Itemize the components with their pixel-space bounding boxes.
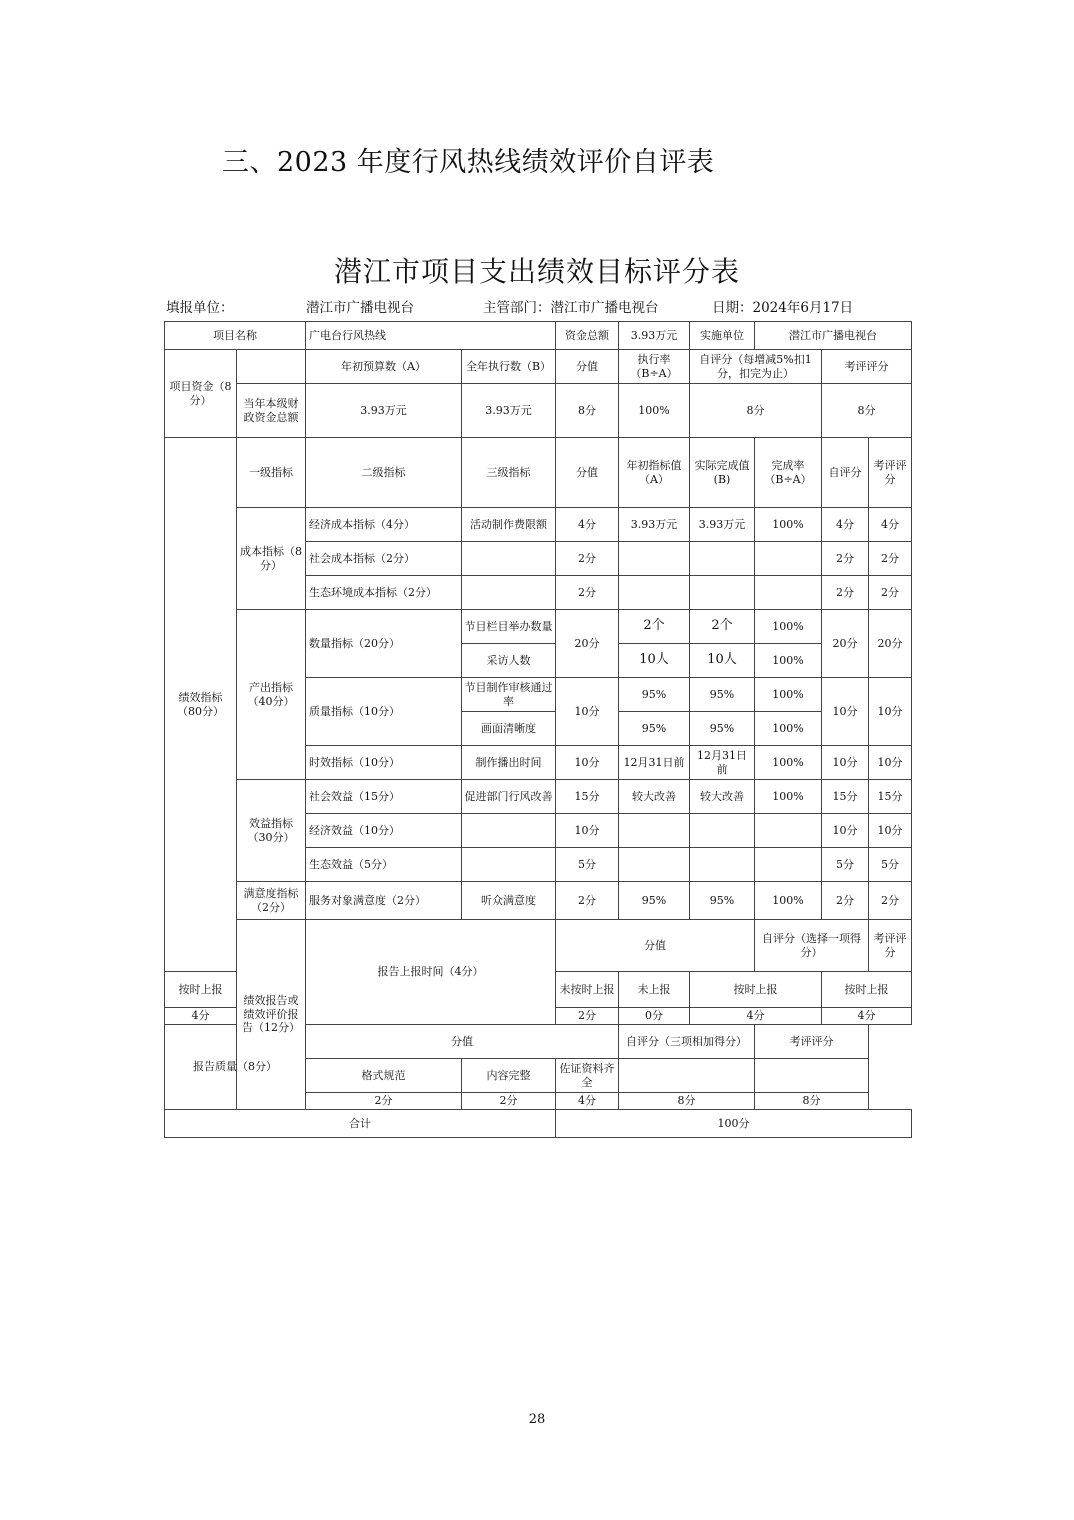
benefit-cell: 15分	[822, 780, 869, 814]
output-cell: 20分	[556, 610, 619, 678]
output-cell: 节目制作审核通过率	[462, 678, 556, 712]
cost-cell: 3.93万元	[619, 508, 690, 542]
report-option: 佐证资料齐全	[556, 1059, 619, 1093]
benefit-cell	[619, 848, 690, 882]
impl-value: 潜江市广播电视台	[755, 322, 912, 350]
benefit-cell: 5分	[556, 848, 619, 882]
output-cell: 20分	[869, 610, 912, 678]
benefit-cell: 生态效益（5分）	[306, 848, 462, 882]
cost-cell: 4分	[869, 508, 912, 542]
benefit-cell: 10分	[822, 814, 869, 848]
report-score: 0分	[619, 1008, 690, 1025]
total-label: 合计	[165, 1110, 556, 1138]
output-cell: 2个	[619, 610, 690, 644]
report-time-label: 报告上报时间（4分）	[306, 920, 556, 1025]
benefit-cell	[462, 814, 556, 848]
output-cell: 100%	[755, 610, 822, 644]
quality-label: 质量指标（10分）	[306, 678, 462, 746]
perf-header: 考评评分	[869, 438, 912, 508]
output-cell: 节目栏目举办数量	[462, 610, 556, 644]
report-score-label: 分值	[556, 920, 755, 972]
form-title: 潜江市项目支出绩效目标评分表	[333, 255, 740, 288]
cost-cell: 生态环境成本指标（2分）	[306, 576, 462, 610]
timeliness-cell: 12月31日前	[690, 746, 755, 780]
output-cell: 2个	[690, 610, 755, 644]
cost-cell: 2分	[869, 576, 912, 610]
cost-cell: 2分	[556, 576, 619, 610]
timeliness-cell: 制作播出时间	[462, 746, 556, 780]
benefit-cell: 促进部门行风改善	[462, 780, 556, 814]
cost-cell	[755, 576, 822, 610]
funds-header: 年初预算数（A）	[306, 350, 462, 384]
output-cell: 20分	[822, 610, 869, 678]
report-score-label: 分值	[306, 1025, 619, 1059]
cost-cell	[690, 576, 755, 610]
project-name-value: 广电台行风热线	[306, 322, 556, 350]
page-heading: 三、2023 年度行风热线绩效评价自评表	[222, 147, 715, 178]
blank-cell	[237, 350, 306, 384]
timeliness-cell: 10分	[869, 746, 912, 780]
cost-cell	[462, 576, 556, 610]
output-cell: 画面清晰度	[462, 712, 556, 746]
cost-cell: 4分	[822, 508, 869, 542]
perf-header: 年初指标值（A）	[619, 438, 690, 508]
funds-header: 考评评分	[822, 350, 912, 384]
output-cell: 100%	[755, 712, 822, 746]
benefit-cell	[690, 814, 755, 848]
benefit-cell: 较大改善	[619, 780, 690, 814]
project-row	[165, 322, 912, 350]
output-cell: 10分	[869, 678, 912, 746]
report-time-self-label: 自评分（选择一项得分）	[755, 920, 869, 972]
report-option: 未按时上报	[556, 972, 619, 1008]
output-cell: 采访人数	[462, 644, 556, 678]
benefit-label: 效益指标（30分）	[237, 780, 306, 882]
perf-header: 二级指标	[306, 438, 462, 508]
report-time-self: 按时上报	[690, 972, 822, 1008]
output-cell: 10人	[690, 644, 755, 678]
report-time-self-score: 4分	[690, 1008, 822, 1025]
fund-value: 3.93万元	[619, 322, 690, 350]
satisfaction-cell: 95%	[690, 882, 755, 920]
funds-cell: 8分	[822, 384, 912, 438]
timeliness-cell: 10分	[556, 746, 619, 780]
report-quality-self-score: 8分	[619, 1093, 755, 1110]
satisfaction-row	[165, 882, 912, 920]
report-score: 2分	[556, 1008, 619, 1025]
funds-cell: 3.93万元	[306, 384, 462, 438]
unit-value: 潜江市广播电视台	[306, 300, 414, 316]
output-cell: 95%	[690, 678, 755, 712]
funds-cell: 3.93万元	[462, 384, 556, 438]
report-score: 2分	[462, 1093, 556, 1110]
department: 主管部门：潜江市广播电视台	[483, 300, 659, 316]
benefit-cell	[690, 848, 755, 882]
benefit-cell: 15分	[869, 780, 912, 814]
satisfaction-cell: 100%	[755, 882, 822, 920]
benefit-cell	[619, 814, 690, 848]
benefit-cell: 5分	[822, 848, 869, 882]
perf-header: 分值	[556, 438, 619, 508]
benefit-cell: 经济效益（10分）	[306, 814, 462, 848]
perf-header: 自评分	[822, 438, 869, 508]
funds-header-row	[165, 350, 912, 384]
satisfaction-cell: 听众满意度	[462, 882, 556, 920]
report-time-review: 按时上报	[822, 972, 912, 1008]
report-time-review-label: 考评评分	[869, 920, 912, 972]
total-row	[165, 1110, 912, 1138]
blank-cell	[755, 1059, 869, 1093]
output-row	[165, 610, 912, 644]
report-section-label: 绩效报告或绩效评价报告（12分）	[237, 920, 306, 1110]
benefit-cell	[462, 848, 556, 882]
report-quality-review-label: 考评评分	[755, 1025, 869, 1059]
cost-cell: 2分	[869, 542, 912, 576]
cost-cell: 4分	[556, 508, 619, 542]
funds-data-row	[165, 384, 912, 438]
cost-cell: 2分	[822, 576, 869, 610]
report-quality-label: 报告质量（8分）	[165, 1025, 306, 1110]
benefit-row	[165, 780, 912, 814]
output-cell: 100%	[755, 644, 822, 678]
report-option: 按时上报	[165, 972, 237, 1008]
report-quality-review-score: 8分	[755, 1093, 869, 1110]
output-cell: 95%	[619, 678, 690, 712]
cost-row	[165, 508, 912, 542]
funds-header: 执行率（B÷A）	[619, 350, 690, 384]
report-option: 内容完整	[462, 1059, 556, 1093]
timeliness-cell: 10分	[822, 746, 869, 780]
benefit-cell: 较大改善	[690, 780, 755, 814]
benefit-cell: 15分	[556, 780, 619, 814]
cost-cell	[619, 542, 690, 576]
cost-cell: 2分	[822, 542, 869, 576]
funds-cell: 100%	[619, 384, 690, 438]
funds-header: 全年执行数（B）	[462, 350, 556, 384]
fill-date: 日期：2024年6月17日	[712, 300, 854, 316]
cost-cell: 经济成本指标（4分）	[306, 508, 462, 542]
benefit-cell: 100%	[755, 780, 822, 814]
timeliness-cell: 时效指标（10分）	[306, 746, 462, 780]
impl-label: 实施单位	[690, 322, 755, 350]
funds-header: 分值	[556, 350, 619, 384]
report-score: 4分	[556, 1093, 619, 1110]
cost-cell: 活动制作费限额	[462, 508, 556, 542]
satisfaction-cell: 2分	[869, 882, 912, 920]
performance-section-label: 绩效指标（80分）	[165, 438, 237, 972]
perf-header: 完成率（B÷A）	[755, 438, 822, 508]
output-cell: 95%	[690, 712, 755, 746]
cost-cell	[755, 542, 822, 576]
cost-cell: 3.93万元	[690, 508, 755, 542]
report-time-review-score: 4分	[822, 1008, 912, 1025]
funds-cell: 8分	[690, 384, 822, 438]
satisfaction-label: 满意度指标（2分）	[237, 882, 306, 920]
output-cell: 10分	[556, 678, 619, 746]
report-option: 未上报	[619, 972, 690, 1008]
score-table	[164, 321, 912, 1138]
perf-header: 一级指标	[237, 438, 306, 508]
output-cell: 10分	[822, 678, 869, 746]
output-cell: 95%	[619, 712, 690, 746]
output-cell: 100%	[755, 678, 822, 712]
timeliness-cell: 12月31日前	[619, 746, 690, 780]
report-time-header-row	[165, 920, 912, 972]
funds-header: 自评分（每增减5%扣1分，扣完为止）	[690, 350, 822, 384]
cost-cell	[462, 542, 556, 576]
cost-label: 成本指标（8分）	[237, 508, 306, 610]
perf-header: 三级指标	[462, 438, 556, 508]
cost-cell	[690, 542, 755, 576]
timeliness-cell: 100%	[755, 746, 822, 780]
output-cell: 10人	[619, 644, 690, 678]
satisfaction-cell: 2分	[822, 882, 869, 920]
cost-cell	[619, 576, 690, 610]
benefit-cell	[755, 814, 822, 848]
report-option: 格式规范	[306, 1059, 462, 1093]
fund-label: 资金总额	[556, 322, 619, 350]
report-score: 4分	[165, 1008, 237, 1025]
total-value: 100分	[556, 1110, 912, 1138]
unit-label: 填报单位：	[166, 300, 234, 316]
cost-cell: 2分	[556, 542, 619, 576]
benefit-cell: 5分	[869, 848, 912, 882]
perf-header: 实际完成值(B)	[690, 438, 755, 508]
benefit-cell: 10分	[869, 814, 912, 848]
satisfaction-cell: 95%	[619, 882, 690, 920]
funds-row-label: 当年本级财政资金总额	[237, 384, 306, 438]
quantity-label: 数量指标（20分）	[306, 610, 462, 678]
satisfaction-cell: 2分	[556, 882, 619, 920]
benefit-cell: 10分	[556, 814, 619, 848]
funds-cell: 8分	[556, 384, 619, 438]
cost-cell: 100%	[755, 508, 822, 542]
satisfaction-cell: 服务对象满意度（2分）	[306, 882, 462, 920]
report-score: 2分	[306, 1093, 462, 1110]
performance-header-row	[165, 438, 912, 508]
funds-section-label: 项目资金（8分）	[165, 350, 237, 438]
project-name-label: 项目名称	[165, 322, 306, 350]
output-label: 产出指标（40分）	[237, 610, 306, 780]
benefit-cell	[755, 848, 822, 882]
report-quality-self-label: 自评分（三项相加得分）	[619, 1025, 755, 1059]
page-number: 28	[528, 1412, 546, 1427]
blank-cell	[619, 1059, 755, 1093]
cost-cell: 社会成本指标（2分）	[306, 542, 462, 576]
benefit-cell: 社会效益（15分）	[306, 780, 462, 814]
